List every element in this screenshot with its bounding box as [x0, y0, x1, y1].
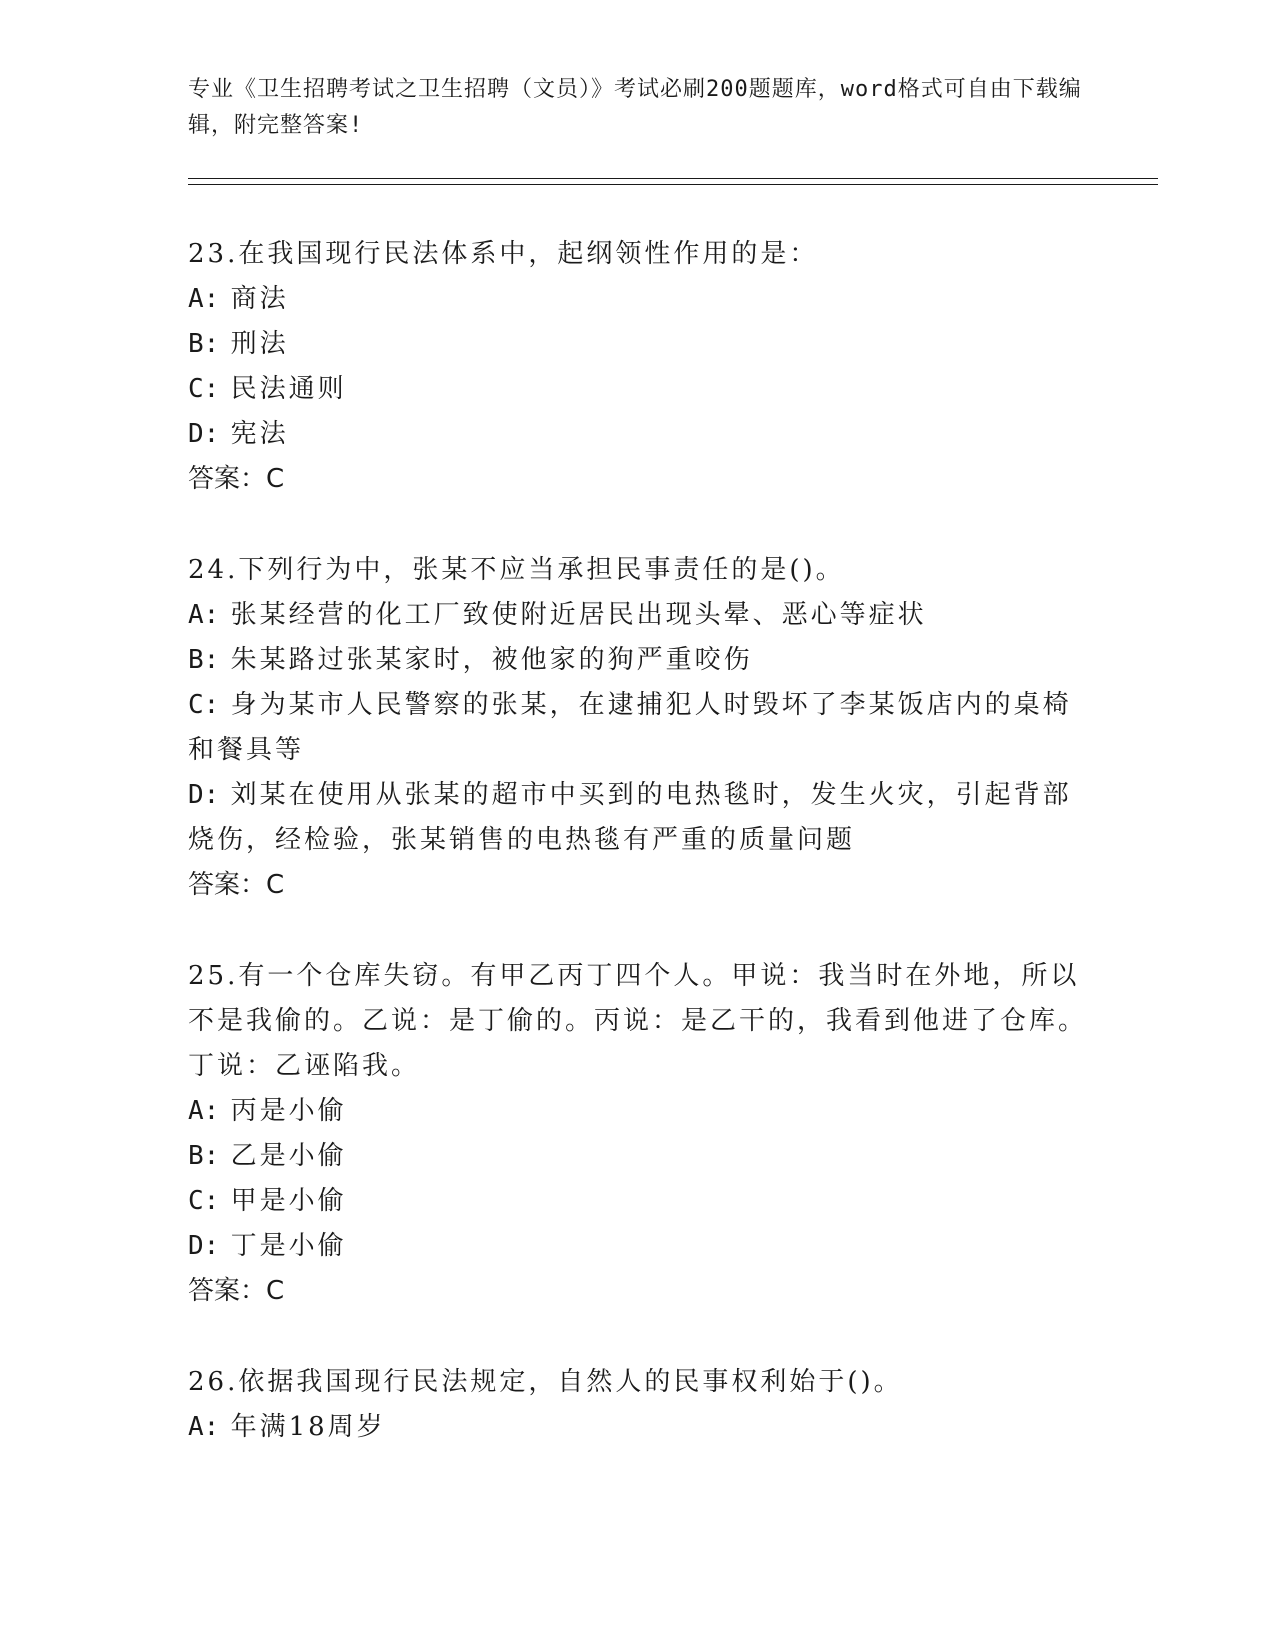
option-key: A: [188, 1096, 220, 1126]
option-d [188, 412, 1088, 457]
option-text: 甲是小偷 [230, 1186, 347, 1216]
option-key: C: [188, 690, 220, 720]
answer-line: 答案：C [188, 870, 285, 900]
option-d [188, 773, 1088, 863]
option-a [188, 277, 1088, 322]
question-list [188, 232, 1088, 1496]
option-c [188, 683, 1088, 773]
question-stem: 24.下列行为中，张某不应当承担民事责任的是()。 [188, 555, 845, 585]
option-text: 商法 [230, 284, 289, 314]
option-text: 丙是小偷 [230, 1096, 347, 1126]
option-text: 朱某路过张某家时，被他家的狗严重咬伤 [230, 645, 753, 675]
option-key: C: [188, 1186, 220, 1216]
document-header: 专业《卫生招聘考试之卫生招聘（文员）》考试必刷200题题库，word格式可自由下载编辑，附完整答案! [188, 77, 1082, 138]
option-c [188, 367, 1088, 412]
option-key: A: [188, 1412, 220, 1442]
option-key: A: [188, 600, 220, 630]
option-key: B: [188, 1141, 220, 1171]
question-stem: 25.有一个仓库失窃。有甲乙丙丁四个人。甲说：我当时在外地，所以不是我偷的。乙说：是丁偷的。丙说：是乙干的，我看到他进了仓库。丁说：乙诬陷我。 [188, 961, 1088, 1081]
option-key: A: [188, 284, 220, 314]
option-text: 宪法 [230, 419, 289, 449]
option-text: 丁是小偷 [230, 1231, 347, 1261]
option-key: C: [188, 374, 220, 404]
option-text: 刑法 [230, 329, 289, 359]
option-text: 年满18周岁 [230, 1412, 386, 1442]
question-item [188, 1360, 1088, 1450]
option-key: D: [188, 419, 220, 449]
header-divider-bottom [188, 184, 1158, 185]
option-text: 乙是小偷 [230, 1141, 347, 1171]
question-stem: 26.依据我国现行民法规定，自然人的民事权利始于()。 [188, 1367, 903, 1397]
answer-line: 答案：C [188, 464, 285, 494]
option-text: 民法通则 [230, 374, 347, 404]
option-a [188, 593, 1088, 638]
header-divider-top [188, 178, 1158, 179]
option-text: 刘某在使用从张某的超市中买到的电热毯时，发生火灾，引起背部烧伤，经检验，张某销售的电热毯有严重的质量问题 [188, 780, 1072, 855]
question-item [188, 954, 1088, 1314]
option-a [188, 1089, 1088, 1134]
question-item [188, 548, 1088, 908]
option-key: B: [188, 329, 220, 359]
option-c [188, 1179, 1088, 1224]
question-stem: 23.在我国现行民法体系中，起纲领性作用的是： [188, 239, 819, 269]
question-item [188, 232, 1088, 502]
option-a [188, 1405, 1088, 1450]
option-key: D: [188, 780, 220, 810]
option-key: B: [188, 645, 220, 675]
option-key: D: [188, 1231, 220, 1261]
option-b [188, 1134, 1088, 1179]
option-b [188, 322, 1088, 367]
option-b [188, 638, 1088, 683]
option-d [188, 1224, 1088, 1269]
option-text: 身为某市人民警察的张某，在逮捕犯人时毁坏了李某饭店内的桌椅和餐具等 [188, 690, 1072, 765]
answer-line: 答案：C [188, 1276, 285, 1306]
option-text: 张某经营的化工厂致使附近居民出现头晕、恶心等症状 [230, 600, 927, 630]
